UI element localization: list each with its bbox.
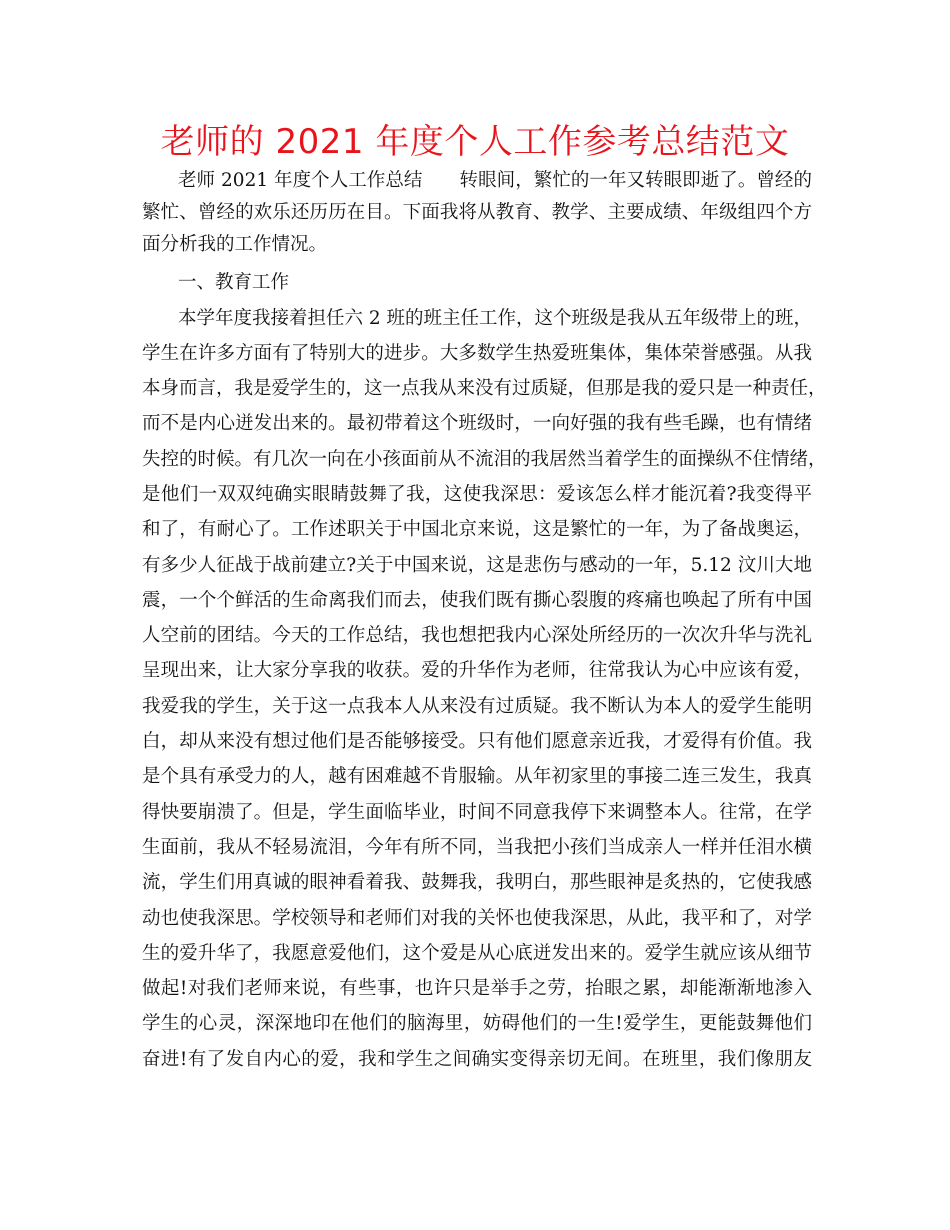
paragraph-line: 生的爱升华了，我愿意爱他们，这个爱是从心底迸发出来的。爱学生就应该从细节: [142, 943, 812, 964]
paragraph-line: 生面前，我从不轻易流泪，今年有所不同，当我把小孩们当成亲人一样并任泪水横: [142, 837, 812, 858]
paragraph-line: 和了，有耐心了。工作述职关于中国北京来说，这是繁忙的一年，为了备战奥运，: [142, 519, 812, 540]
paragraph-line: 得快要崩溃了。但是，学生面临毕业，时间不同意我停下来调整本人。往常，在学: [142, 802, 812, 823]
paragraph-line: 本身而言，我是爱学生的，这一点我从来没有过质疑，但那是我的爱只是一种责任，: [142, 378, 827, 399]
section-heading: 一、教育工作: [178, 272, 290, 293]
paragraph-line: 人空前的团结。今天的工作总结，我也想把我内心深处所经历的一次次升华与洗礼: [142, 625, 812, 646]
paragraph-line: 奋进!有了发自内心的爱，我和学生之间确实变得亲切无间。在班里，我们像朋友: [142, 1049, 812, 1070]
paragraph-line: 做起!对我们老师来说，有些事，也许只是举手之劳，抬眼之累，却能渐渐地渗入: [142, 978, 812, 999]
paragraph-line: 呈现出来，让大家分享我的收获。爱的升华作为老师，往常我认为心中应该有爱，: [142, 660, 812, 681]
paragraph-line: 震，一个个鲜活的生命离我们而去，使我们既有撕心裂腹的疼痛也唤起了所有中国: [142, 590, 812, 611]
paragraph-line: 失控的时候。有几次一向在小孩面前从不流泪的我居然当着学生的面操纵不住情绪，: [142, 449, 827, 470]
paragraph-line: 繁忙、曾经的欢乐还历历在目。下面我将从教育、教学、主要成绩、年级组四个方: [142, 202, 812, 223]
paragraph-line: 面分析我的工作情况。: [142, 234, 328, 255]
paragraph-line: 我爱我的学生，关于这一点我本人从来没有过质疑。我不断认为本人的爱学生能明: [142, 696, 812, 717]
paragraph-line: 学生的心灵，深深地印在他们的脑海里，妨碍他们的一生!爱学生，更能鼓舞他们: [142, 1013, 812, 1034]
paragraph-line: 本学年度我接着担任六 2 班的班主任工作，这个班级是我从五年级带上的班，: [178, 308, 813, 329]
paragraph-line: 有多少人征战于战前建立?关于中国来说，这是悲伤与感动的一年，5.12 汶川大地: [142, 555, 812, 576]
paragraph-line: 而不是内心迸发出来的。最初带着这个班级时，一向好强的我有些毛躁，也有情绪: [142, 413, 812, 434]
paragraph-line: 老师 2021 年度个人工作总结 转眼间，繁忙的一年又转眼即逝了。曾经的: [178, 170, 812, 191]
paragraph-line: 是他们一双双纯确实眼睛鼓舞了我，这使我深思：爱该怎么样才能沉着?我变得平: [142, 484, 812, 505]
paragraph-line: 动也使我深思。学校领导和老师们对我的关怀也使我深思，从此，我平和了，对学: [142, 908, 812, 929]
paragraph-line: 流，学生们用真诚的眼神看着我、鼓舞我，我明白，那些眼神是炙热的，它使我感: [142, 872, 812, 893]
document-title: 老师的 2021 年度个人工作参考总结范文: [160, 122, 790, 162]
paragraph-line: 白，却从来没有想过他们是否能够接受。只有他们愿意亲近我，才爱得有价值。我: [142, 731, 812, 752]
paragraph-line: 是个具有承受力的人，越有困难越不肯服输。从年初家里的事接二连三发生，我真: [142, 766, 812, 787]
paragraph-line: 学生在许多方面有了特别大的进步。大多数学生热爱班集体，集体荣誉感强。从我: [142, 343, 812, 364]
